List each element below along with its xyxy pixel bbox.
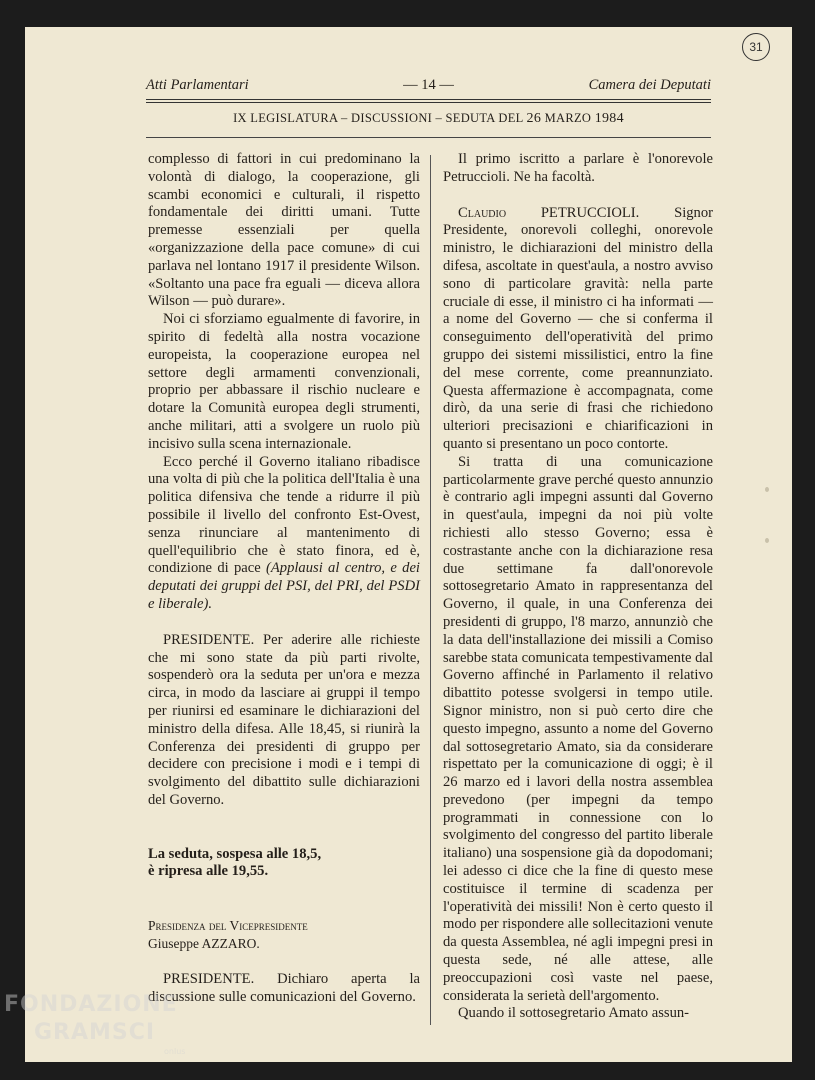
watermark-line-2: GRAMSCI [34,1020,156,1045]
header-rule-double [146,102,711,103]
page-mark [765,538,769,543]
speaker-name: PRESIDENTE. [163,631,255,648]
speaker-first-name: Claudio [458,204,507,221]
session-label: IX LEGISLATURA – DISCUSSIONI – SEDUTA DEL [233,111,524,125]
paragraph: complesso di fattori in cui predominano la volontà di dialogo, la cooperazione, gli scambi economici e culturali, il rispetto fondamentale dei diritti umani. Tutte premesse essenziali per quella «organizzazione della pace comune» di cui parlava nel lontano 1917 il presidente Wilson. «Soltanto una pace fra eguali — diceva allora Wilson — può durare». [148,151,420,310]
suspension-note: La seduta, sospesa alle 18,5, [148,845,322,862]
header-left: Atti Parlamentari [146,77,249,93]
header-right: Camera dei Deputati [588,77,711,93]
paragraph-text: Ecco perché il Governo italiano ribadisce una volta di più che la politica dell'Italia è una politica difensiva che tende a ridurre il più possibile il livello del confronto Est-Ovest, senza rinunciare al mantenimento di quell'equilibrio che è stato finora, ed è, condizione di pace [148,453,420,577]
speech-text: Signor Presidente, onorevoli colleghi, onorevole ministro, le dichiarazioni del ministro della difesa, ascoltate in quest'aula, a nostro avviso sono di particolare gravità: nella parte cruciale di esse, il ministro ci ha informati — a nome del Governo — che si conferma il conseguimento dell'operatività del primo gruppo dei sistemi missilistici, entro la fine del mese corrente, come preannunziato. Questa affermazione è accompagnata, come dirò, da una serie di frasi che richiedono ulteriori precisazioni e chiarificazioni in quanto si presentano un poco contorte. [443,204,713,452]
column-divider [430,155,431,1025]
speech-text: Dichiaro aperta la discussione sulle comunicazioni del Governo. [148,970,421,1005]
page-mark [765,487,769,492]
header-rule [146,99,711,100]
presidency-note: Presidenza del Vicepresidente [148,918,308,934]
session-month: MARZO [544,111,592,125]
right-column [443,151,713,1023]
resumption-note: è ripresa alle 19,55. [148,863,269,880]
watermark-line-1: FONDAZIONE [4,992,178,1017]
paragraph: Il primo iscritto a parlare è l'onorevole Petruccioli. Ne ha facoltà. [443,151,713,185]
session-year: 1984 [594,111,624,126]
presidency-name: Giuseppe AZZARO. [148,936,260,952]
speech-text: Per aderire alle richieste che mi sono state da più parti rivolte, sospenderò ora la seduta per un'ora e mezza circa, in modo da lasciare ai gruppi il tempo per riunirsi ed esaminare le dichiarazioni del ministro della difesa. Alle 18,45, si riunirà la Conferenza dei presidenti di gruppo per decidere con precisione i modi e i tempi di svolgimento del dibattito sulle dichiarazioni del Governo. [148,631,420,808]
speaker-last-name: PETRUCCIOLI. [540,204,640,221]
page-stamp: 31 [742,33,770,61]
paragraph [148,971,420,1007]
applause-note: (Applausi al centro, e dei deputati dei gruppi del PSI, del PRI, del PSDI e liberale). [148,560,420,612]
document-page [25,27,792,1062]
page-number: — 14 — [403,77,454,93]
speaker-name: PRESIDENTE. [163,970,255,987]
paragraph: Quando il sottosegretario Amato assun- [458,1005,690,1022]
session-subheader [146,111,711,127]
paragraph: Si tratta di una comunicazione particolarmente grave perché questo annunzio è contrario agli impegni assunti dal Governo in quest'aula, impegni da noi più volte richiesti allo stesso Governo; essa è costrastante anche con la dichiarazione resa due settimane fa dall'onorevole sottosegretario Amato in rappresentanza del Governo, il quale, in una Conferenza dei presidenti di gruppo, l'8 marzo, annunziò che la data dell'installazione dei missili a Comiso sarebbe stata comunicata tempestivamente dal Governo affinché in Parlamento il relativo dibattito potesse svolgersi in tempo utile. Signor ministro, non si può certo dire che questo impegno, assunto a nome del Governo dal sottosegretario Amato, sia da considerare rispettato per la comunicazione di oggi; è il 26 marzo ed i lavori della nostra assemblea prevedono (per impegni da tempo programmati in connessione con lo svolgimento del congresso del partito liberale italiano) una sospensione già da dopodomani; lei adesso ci dice che la fine di questo mese costituisce il termine di scadenza per l'operatività dei missili! Non è certo questo il modo per rispondere alle sollecitazioni venute da questa Assemblea, né agli impegni presi in questa sede, né alle attese, alle preoccupazioni così vaste nel paese, considerata la serietà dell'argomento. [443,453,713,1004]
paragraph [443,205,713,454]
watermark-logo [4,991,185,1057]
paragraph [148,454,420,614]
left-column [148,151,420,1006]
watermark-line-3: onlus [164,1047,186,1056]
paragraph: Noi ci sforziamo egualmente di favorire, in spirito di fedeltà alla nostra vocazione europeista, la cooperazione europea nel settore degli armamenti convenzionali, proprio per abbassare il rischio nucleare e dotare la Comunità europea degli strumenti, anche militari, atti a svolgere un ruolo più incisivo sulla scena internazionale. [148,311,420,452]
paragraph [148,632,420,810]
running-header [146,77,711,99]
subheader-rule [146,137,711,138]
session-day: 26 [526,111,542,126]
